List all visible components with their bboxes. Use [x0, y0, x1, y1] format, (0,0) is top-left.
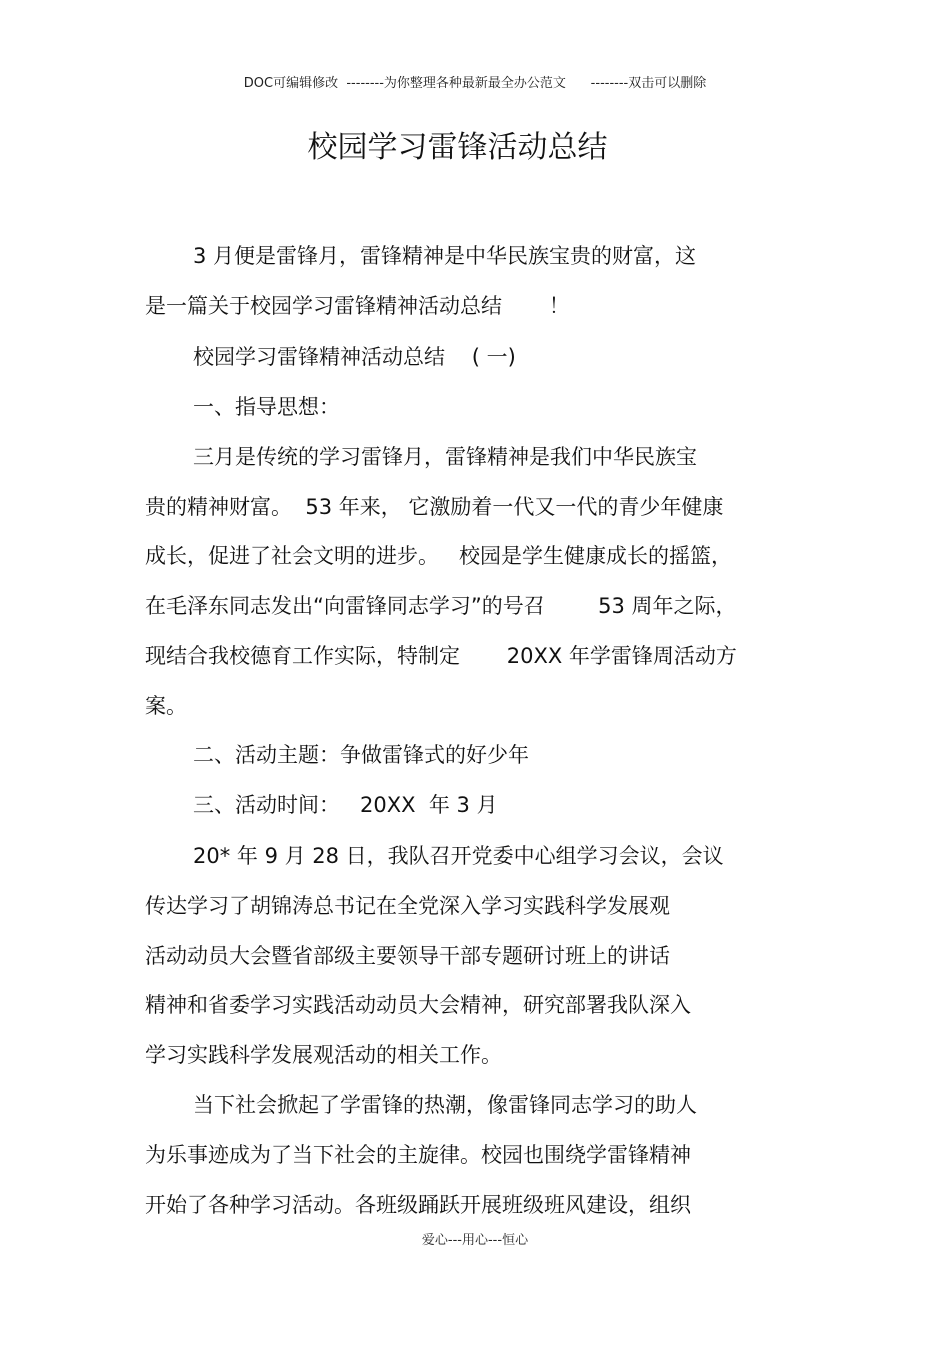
paragraph-line: 三月是传统的学习雷锋月，雷锋精神是我们中华民族宝 [193, 445, 697, 469]
paragraph-line: 活动动员大会暨省部级主要领导干部专题研讨班上的讲话 [145, 944, 670, 968]
document-title: 校园学习雷锋活动总结 [307, 130, 608, 165]
paragraph-line: 是一篇关于校园学习雷锋精神活动总结 ！ [145, 294, 570, 318]
paragraph-line: 案。 [145, 694, 187, 718]
section-heading: 一、指导思想： [193, 395, 340, 419]
paragraph-line: 精神和省委学习实践活动动员大会精神，研究部署我队深入 [145, 993, 691, 1017]
paragraph-line: 学习实践科学发展观活动的相关工作。 [145, 1043, 502, 1067]
section-heading: 二、活动主题：争做雷锋式的好少年 [193, 743, 529, 767]
paragraph-line: 现结合我校德育工作实际，特制定 20XX 年学雷锋周活动方 [145, 644, 737, 668]
page-footer: 爱心---用心---恒心 [421, 1233, 529, 1248]
paragraph-line: 开始了各种学习活动。各班级踊跃开展班级班风建设，组织 [145, 1193, 691, 1217]
paragraph-line: 3 月便是雷锋月，雷锋精神是中华民族宝贵的财富，这 [193, 244, 697, 268]
section-heading: 三、活动时间： 20XX 年 3 月 [193, 793, 498, 817]
section-heading: 校园学习雷锋精神活动总结 ( 一) [193, 345, 516, 369]
paragraph-line: 当下社会掀起了学雷锋的热潮，像雷锋同志学习的助人 [193, 1093, 697, 1117]
paragraph-line: 传达学习了胡锦涛总书记在全党深入学习实践科学发展观 [145, 894, 670, 918]
page-header: DOC可编辑修改 --------为你整理各种最新最全办公范文 --------双击可以删除 [243, 76, 707, 91]
paragraph-line: 成长，促进了社会文明的进步。 校园是学生健康成长的摇篮， [145, 544, 733, 568]
paragraph-line: 贵的精神财富。 53 年来， 它激励着一代又一代的青少年健康 [145, 495, 724, 519]
paragraph-line: 为乐事迹成为了当下社会的主旋律。校园也围绕学雷锋精神 [145, 1143, 691, 1167]
paragraph-line: 20* 年 9 月 28 日，我队召开党委中心组学习会议，会议 [193, 844, 724, 868]
paragraph-line: 在毛泽东同志发出“向雷锋同志学习”的号召 53 周年之际， [145, 594, 737, 618]
